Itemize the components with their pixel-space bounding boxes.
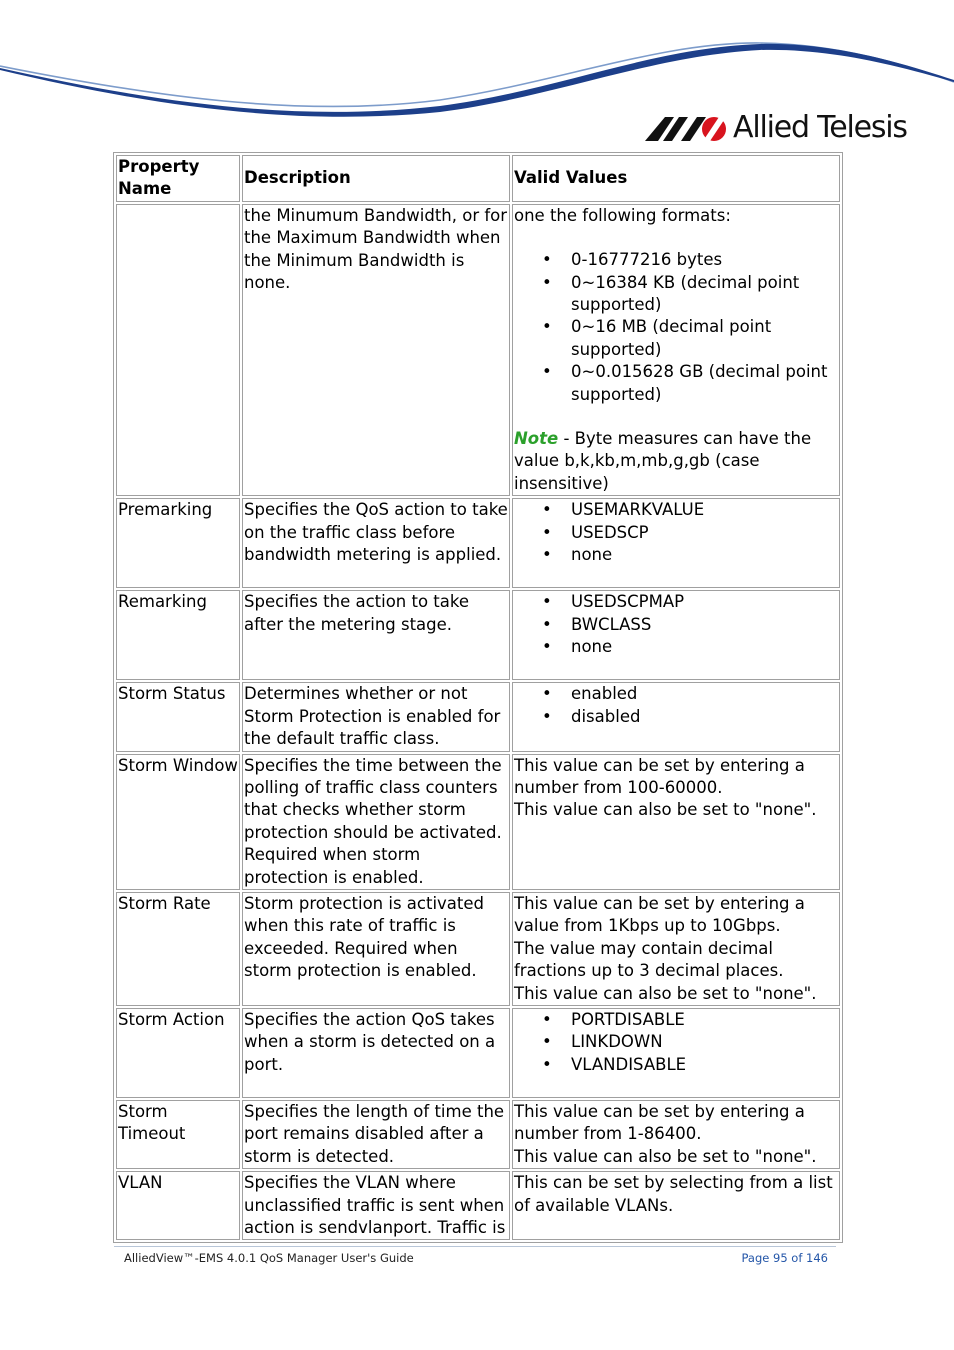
valid-values-line: This value can also be set to "none".: [514, 1146, 817, 1166]
column-header-description: Description: [242, 155, 510, 202]
logo-mark-icon: [645, 114, 727, 142]
valid-values-cell: [512, 682, 840, 751]
table-row: [116, 754, 840, 890]
valid-values-cell: [512, 498, 840, 588]
valid-values-line: This value can be set by entering a number from 100-60000.: [514, 755, 805, 797]
table-row: [116, 1100, 840, 1169]
property-name-cell: Storm Timeout: [116, 1100, 240, 1169]
list-item: • none: [514, 544, 838, 566]
valid-values-intro: one the following formats:: [514, 205, 731, 225]
list-item: • disabled: [514, 706, 838, 728]
valid-values-cell: [512, 590, 840, 680]
list-item: • USEDSCP: [514, 522, 838, 544]
note-paragraph: [514, 428, 838, 495]
property-name-cell: VLAN: [116, 1171, 240, 1240]
table-row: [116, 682, 840, 751]
valid-values-cell: [512, 1171, 840, 1240]
valid-values-cell: [512, 1008, 840, 1098]
column-header-property-name: Property Name: [116, 155, 240, 202]
footer-guide-title: AlliedView™-EMS 4.0.1 QoS Manager User's Guide: [124, 1251, 414, 1265]
list-item: • PORTDISABLE: [514, 1009, 838, 1031]
footer-divider: [114, 1246, 836, 1247]
property-table: [113, 152, 843, 1243]
footer-page-number: Page 95 of 146: [741, 1251, 828, 1265]
note-text: - Byte measures can have the value b,k,kb,m,mb,g,gb (case insensitive): [514, 429, 812, 493]
description-cell: Determines whether or not Storm Protection is enabled for the default traffic class.: [242, 682, 510, 751]
valid-values-list: [514, 1009, 838, 1076]
spacer: [514, 227, 838, 249]
valid-values-line: The value may contain decimal fractions up to 3 decimal places.: [514, 938, 784, 981]
table-row: [116, 590, 840, 680]
description-cell: Specifies the QoS action to take on the traffic class before bandwidth metering is applied.: [242, 498, 510, 588]
description-cell: Specifies the length of time the port remains disabled after a storm is detected.: [242, 1100, 510, 1169]
list-item: • 0~16 MB (decimal point supported): [514, 316, 838, 361]
table-row: [116, 892, 840, 1006]
property-name-cell: Storm Window: [116, 754, 240, 890]
table-row: [116, 204, 840, 496]
property-name-cell: Storm Action: [116, 1008, 240, 1098]
property-name-cell: [116, 204, 240, 496]
valid-values-line: This value can also be set to "none".: [514, 983, 817, 1003]
description-cell: Specifies the VLAN where unclassified traffic is sent when action is sendvlanport. Traffic is: [242, 1171, 510, 1240]
table-row: [116, 1008, 840, 1098]
allied-telesis-logo: [645, 108, 907, 148]
note-label: Note: [514, 429, 559, 449]
description-cell: Specifies the action QoS takes when a storm is detected on a port.: [242, 1008, 510, 1098]
description-cell: Specifies the action to take after the metering stage.: [242, 590, 510, 680]
valid-values-list: [514, 683, 838, 728]
list-item: • 0~16384 KB (decimal point supported): [514, 272, 838, 317]
property-name-cell: Remarking: [116, 590, 240, 680]
valid-values-line: This can be set by selecting from a list of available VLANs.: [514, 1173, 833, 1215]
valid-values-cell: [512, 1100, 840, 1169]
valid-values-line: This value can also be set to "none".: [514, 800, 817, 820]
valid-values-line: This value can be set by entering a value from 1Kbps up to 10Gbps.: [514, 893, 805, 936]
table-header-row: [116, 155, 840, 202]
logo-wordmark: Allied Telesis: [733, 110, 907, 145]
list-item: • BWCLASS: [514, 614, 838, 636]
property-name-cell: Premarking: [116, 498, 240, 588]
description-cell: Storm protection is activated when this rate of traffic is exceeded. Required when storm protection is enabled.: [242, 892, 510, 1006]
valid-values-cell: [512, 754, 840, 890]
property-name-cell: Storm Status: [116, 682, 240, 751]
column-header-valid-values: Valid Values: [512, 155, 840, 202]
list-item: • USEMARKVALUE: [514, 499, 838, 521]
table-row: [116, 1171, 840, 1240]
valid-values-cell: [512, 892, 840, 1006]
list-item: • LINKDOWN: [514, 1031, 838, 1053]
valid-values-line: This value can be set by entering a number from 1-86400.: [514, 1101, 805, 1144]
list-item: • VLANDISABLE: [514, 1054, 838, 1076]
valid-values-list: [514, 591, 838, 658]
list-item: • USEDSCPMAP: [514, 591, 838, 613]
list-item: • 0~0.015628 GB (decimal point supported): [514, 361, 838, 406]
list-item: • 0-16777216 bytes: [514, 249, 838, 271]
list-item: • none: [514, 636, 838, 658]
property-name-cell: Storm Rate: [116, 892, 240, 1006]
spacer: [514, 406, 838, 428]
list-item: • enabled: [514, 683, 838, 705]
table-row: [116, 498, 840, 588]
valid-values-list: [514, 499, 838, 566]
valid-values-cell: [512, 204, 840, 496]
description-cell: Specifies the time between the polling of traffic class counters that checks whether storm protection should be activated. Required when storm protection is enabled.: [242, 754, 510, 890]
valid-values-list: [514, 249, 838, 406]
description-cell: the Minumum Bandwidth, or for the Maximum Bandwidth when the Minimum Bandwidth is none.: [242, 204, 510, 496]
